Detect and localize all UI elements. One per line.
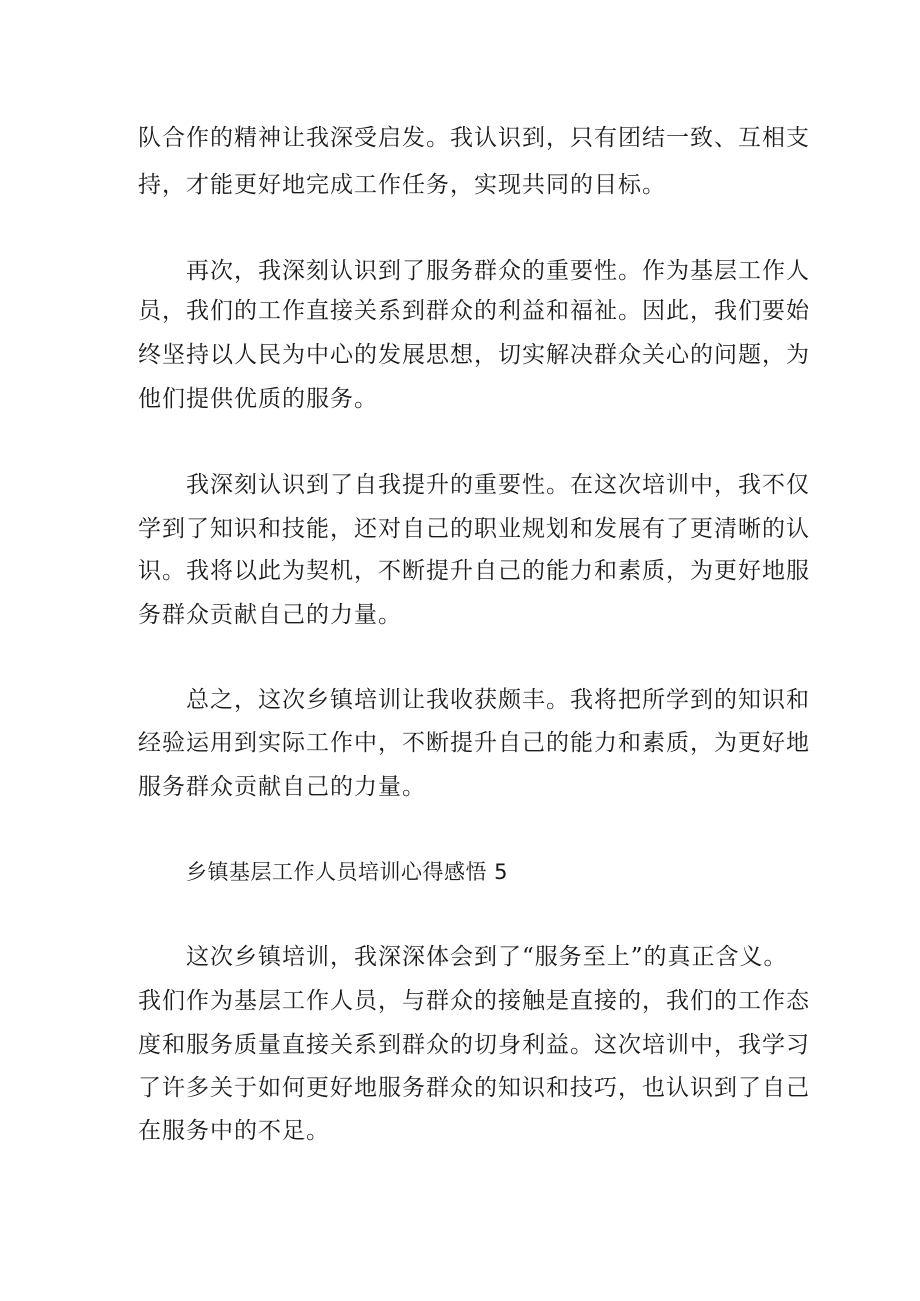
paragraph-3-line-2: 学到了知识和技能，还对自己的职业规划和发展有了更清晰的认 [138, 516, 810, 542]
section-heading: 乡镇基层工作人员培训心得感悟 5 [186, 860, 509, 884]
paragraph-2-line-2: 员，我们的工作直接关系到群众的利益和福祉。因此，我们要始 [138, 298, 810, 324]
paragraph-4-line-2: 经验运用到实际工作中，不断提升自己的能力和素质，为更好地 [138, 730, 810, 756]
paragraph-5-line-5: 在服务中的不足。 [138, 1118, 330, 1144]
paragraph-3-line-3: 识。我将以此为契机，不断提升自己的能力和素质，为更好地服 [138, 558, 810, 584]
paragraph-2-line-3: 终坚持以人民为中心的发展思想，切实解决群众关心的问题，为 [138, 342, 810, 368]
paragraph-3-line-4: 务群众贡献自己的力量。 [138, 602, 402, 628]
paragraph-5-line-1: 这次乡镇培训，我深深体会到了“服务至上”的真正含义。 [186, 944, 788, 970]
paragraph-3-line-1: 我深刻认识到了自我提升的重要性。在这次培训中，我不仅 [186, 472, 810, 498]
paragraph-5-line-2: 我们作为基层工作人员，与群众的接触是直接的，我们的工作态 [138, 988, 810, 1014]
paragraph-2-line-1: 再次，我深刻认识到了服务群众的重要性。作为基层工作人 [186, 258, 810, 284]
paragraph-1-line-1: 队合作的精神让我深受启发。我认识到，只有团结一致、互相支 [138, 125, 810, 151]
paragraph-4-line-1: 总之，这次乡镇培训让我收获颇丰。我将把所学到的知识和 [186, 687, 810, 713]
paragraph-2-line-4: 他们提供优质的服务。 [138, 386, 378, 412]
paragraph-4-line-3: 服务群众贡献自己的力量。 [138, 774, 426, 800]
paragraph-5-line-4: 了许多关于如何更好地服务群众的知识和技巧，也认识到了自己 [138, 1075, 810, 1101]
paragraph-1-line-2: 持，才能更好地完成工作任务，实现共同的目标。 [138, 172, 666, 198]
paragraph-5-line-3: 度和服务质量直接关系到群众的切身利益。这次培训中，我学习 [138, 1032, 810, 1058]
